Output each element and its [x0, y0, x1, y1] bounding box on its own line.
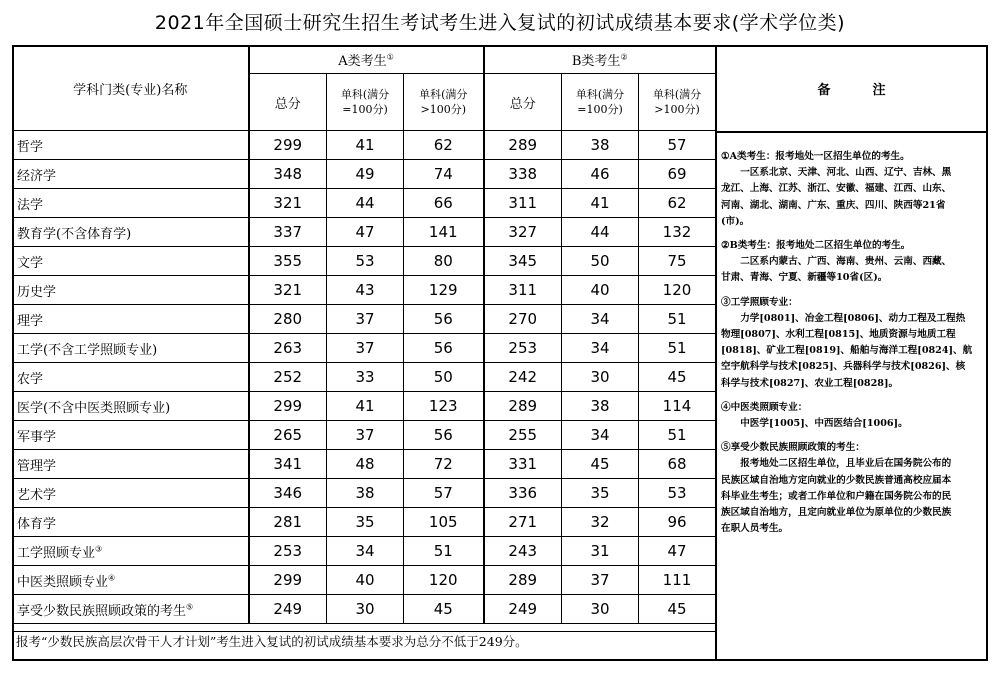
subject-name	[13, 450, 249, 479]
b-total-score: 338	[484, 160, 562, 189]
remark-line: 一区系北京、天津、河北、山西、辽宁、吉林、黑	[740, 167, 952, 179]
table-row	[13, 392, 716, 421]
remark-line: 二区系内蒙古、广西、海南、贵州、云南、西藏、	[740, 256, 952, 268]
a-total-score: 341	[249, 450, 327, 479]
a-total-score: 253	[249, 537, 327, 566]
b-total-score: 331	[484, 450, 562, 479]
a-single-eq100-score: 37	[327, 421, 404, 450]
b-single-gt100-score: 68	[639, 450, 716, 479]
b-total-score: 336	[484, 479, 562, 508]
b-single-eq-header	[562, 74, 639, 131]
a-total-score: 249	[249, 595, 327, 624]
b-single-eq100-score: 34	[562, 334, 639, 363]
b-single-eq100-score: 46	[562, 160, 639, 189]
a-single-gt-header	[404, 74, 484, 131]
remark-line: 力学[0801]、冶金工程[0806]、动力工程及工程热	[740, 312, 966, 324]
b-single-eq-line1: 单科(满分	[575, 88, 625, 101]
b-single-eq-line2: =100分)	[577, 103, 623, 116]
b-single-gt100-score: 114	[639, 392, 716, 421]
subject-name-text: 农学	[17, 371, 44, 387]
table-row	[13, 189, 716, 218]
b-total-score: 311	[484, 276, 562, 305]
a-total-score: 348	[249, 160, 327, 189]
subject-name-text: 艺术学	[17, 487, 57, 503]
b-total-score: 289	[484, 566, 562, 595]
subject-name	[13, 305, 249, 334]
a-single-eq-line2: =100分)	[342, 103, 388, 116]
a-single-gt100-score: 123	[404, 392, 484, 421]
table-row	[13, 247, 716, 276]
a-single-eq100-score: 35	[327, 508, 404, 537]
b-single-gt-header	[639, 74, 716, 131]
group-a-label: A类考生	[338, 54, 387, 69]
b-single-gt100-score: 69	[639, 160, 716, 189]
table-row	[13, 363, 716, 392]
subject-note-marker: ③	[95, 544, 103, 554]
a-single-eq100-score: 37	[327, 334, 404, 363]
group-b-note: ②	[620, 52, 628, 62]
table-row	[13, 595, 716, 624]
a-single-gt100-score: 129	[404, 276, 484, 305]
b-single-eq100-score: 30	[562, 363, 639, 392]
a-total-score: 263	[249, 334, 327, 363]
remark-line: 在职人员考生。	[721, 523, 789, 535]
subject-note-marker: ④	[108, 573, 116, 583]
b-single-gt100-score: 96	[639, 508, 716, 537]
subject-name-text: 体育学	[17, 516, 57, 532]
remark-line: 河南、湖北、湖南、广东、重庆、四川、陕西等21省	[721, 199, 946, 211]
b-single-eq100-score: 32	[562, 508, 639, 537]
a-single-gt100-score: 45	[404, 595, 484, 624]
remarks-header-char1: 备	[817, 82, 833, 98]
b-single-gt-line1: 单科(满分	[652, 88, 702, 101]
subject-name-text: 文学	[17, 255, 44, 271]
b-total-score: 242	[484, 363, 562, 392]
remark-note	[721, 149, 984, 230]
b-total-score: 253	[484, 334, 562, 363]
b-single-gt100-score: 53	[639, 479, 716, 508]
b-total-score: 243	[484, 537, 562, 566]
b-total-score: 271	[484, 508, 562, 537]
a-single-eq-line1: 单科(满分	[340, 88, 390, 101]
remark-heading: ④中医类照顾专业：	[721, 401, 808, 413]
table-row	[13, 131, 716, 160]
b-single-gt100-score: 51	[639, 334, 716, 363]
remarks-header-char2: 注	[872, 82, 888, 98]
a-total-score: 299	[249, 392, 327, 421]
b-total-score: 270	[484, 305, 562, 334]
score-table	[12, 45, 716, 624]
remark-heading: ②B类考生：报考地处二区招生单位的考生。	[721, 240, 911, 252]
a-total-score: 299	[249, 566, 327, 595]
a-total-score: 337	[249, 218, 327, 247]
subject-name	[13, 276, 249, 305]
table-row	[13, 508, 716, 537]
subject-name-text: 中医类照顾专业	[17, 574, 109, 590]
remark-note	[721, 440, 984, 537]
subject-name-text: 经济学	[17, 168, 57, 184]
subject-name-text: 医学(不含中医类照顾专业)	[17, 400, 171, 416]
table-row	[13, 305, 716, 334]
table-row	[13, 566, 716, 595]
a-total-score: 252	[249, 363, 327, 392]
score-rows	[13, 131, 716, 624]
b-single-gt100-score: 75	[639, 247, 716, 276]
subject-name	[13, 566, 249, 595]
a-total-score: 321	[249, 189, 327, 218]
b-total-score: 289	[484, 131, 562, 160]
b-total-score: 255	[484, 421, 562, 450]
a-total-score: 346	[249, 479, 327, 508]
header-row-groups	[13, 46, 716, 74]
table-row	[13, 160, 716, 189]
b-single-eq100-score: 38	[562, 131, 639, 160]
a-single-eq100-score: 38	[327, 479, 404, 508]
a-single-eq100-score: 44	[327, 189, 404, 218]
b-single-eq100-score: 31	[562, 537, 639, 566]
subject-name-text: 教育学(不含体育学)	[17, 226, 132, 242]
b-single-gt100-score: 47	[639, 537, 716, 566]
a-single-gt100-score: 141	[404, 218, 484, 247]
subject-name	[13, 479, 249, 508]
subject-name	[13, 247, 249, 276]
a-single-gt100-score: 56	[404, 421, 484, 450]
remark-line: 空宇航科学与技术[0825]、兵器科学与技术[0826]、核	[721, 361, 966, 373]
remark-note	[721, 400, 984, 432]
subject-name	[13, 392, 249, 421]
table-row	[13, 537, 716, 566]
a-single-gt100-score: 56	[404, 334, 484, 363]
b-single-eq100-score: 50	[562, 247, 639, 276]
remark-line: 甘肃、青海、宁夏、新疆等10省(区)。	[721, 272, 888, 284]
a-single-gt100-score: 50	[404, 363, 484, 392]
a-total-score: 299	[249, 131, 327, 160]
a-single-gt100-score: 72	[404, 450, 484, 479]
remarks-body	[715, 133, 988, 661]
a-single-gt100-score: 74	[404, 160, 484, 189]
b-single-eq100-score: 40	[562, 276, 639, 305]
table-row	[13, 421, 716, 450]
b-single-eq100-score: 35	[562, 479, 639, 508]
a-single-eq100-score: 41	[327, 131, 404, 160]
remark-line: 科学与技术[0827]、农业工程[0828]。	[721, 377, 899, 389]
subject-name-text: 历史学	[17, 284, 57, 300]
a-single-gt100-score: 66	[404, 189, 484, 218]
b-single-gt100-score: 120	[639, 276, 716, 305]
subject-name-text: 工学照顾专业	[17, 545, 96, 561]
remark-line: (市)。	[721, 215, 750, 227]
a-single-gt100-score: 105	[404, 508, 484, 537]
remark-line: 族区域自治地方，且定向就业单位为原单位的少数民族	[721, 507, 952, 519]
group-b-header	[484, 46, 716, 74]
subject-name	[13, 595, 249, 624]
subject-name-text: 管理学	[17, 458, 57, 474]
a-single-eq100-score: 49	[327, 160, 404, 189]
a-single-eq100-score: 41	[327, 392, 404, 421]
b-single-gt100-score: 132	[639, 218, 716, 247]
b-total-score: 249	[484, 595, 562, 624]
b-total-score: 327	[484, 218, 562, 247]
b-single-eq100-score: 38	[562, 392, 639, 421]
b-single-gt100-score: 45	[639, 363, 716, 392]
remark-line: [0818]、矿业工程[0819]、船舶与海洋工程[0824]、航	[721, 345, 973, 357]
b-single-eq100-score: 44	[562, 218, 639, 247]
remark-heading: ⑤享受少数民族照顾政策的考生：	[721, 442, 865, 454]
a-single-gt100-score: 120	[404, 566, 484, 595]
remark-heading: ③工学照顾专业：	[721, 296, 798, 308]
group-a-header	[249, 46, 484, 74]
remark-heading: ①A类考生：报考地处一区招生单位的考生。	[721, 151, 910, 162]
table-row	[13, 276, 716, 305]
a-single-gt100-score: 51	[404, 537, 484, 566]
a-single-eq100-score: 40	[327, 566, 404, 595]
page-title: 2021年全国硕士研究生招生考试考生进入复试的初试成绩基本要求(学术学位类)	[154, 12, 846, 34]
subject-column-header: 学科门类(专业)名称	[13, 46, 249, 131]
b-single-gt100-score: 62	[639, 189, 716, 218]
remarks-header	[715, 45, 988, 133]
remark-line: 民族区域自治地方定向就业的少数民族普通高校应届本	[721, 474, 952, 486]
b-single-eq100-score: 45	[562, 450, 639, 479]
subject-name	[13, 160, 249, 189]
a-single-eq100-score: 30	[327, 595, 404, 624]
subject-name	[13, 189, 249, 218]
b-single-eq100-score: 34	[562, 305, 639, 334]
table-row	[13, 334, 716, 363]
b-single-gt100-score: 51	[639, 421, 716, 450]
a-single-gt100-score: 57	[404, 479, 484, 508]
b-single-gt100-score: 57	[639, 131, 716, 160]
a-single-eq100-score: 47	[327, 218, 404, 247]
remark-line: 报考地处二区招生单位，且毕业后在国务院公布的	[740, 458, 952, 470]
a-total-score: 280	[249, 305, 327, 334]
b-single-gt-line2: >100分)	[654, 103, 700, 116]
b-total-score: 311	[484, 189, 562, 218]
table-row	[13, 450, 716, 479]
remark-line: 科毕业生考生；或者工作单位和户籍在国务院公布的民	[721, 490, 952, 502]
b-single-eq100-score: 41	[562, 189, 639, 218]
a-single-eq100-score: 53	[327, 247, 404, 276]
a-single-eq100-score: 33	[327, 363, 404, 392]
b-single-gt100-score: 111	[639, 566, 716, 595]
subject-name-text: 法学	[17, 197, 44, 213]
a-single-gt-line1: 单科(满分	[419, 88, 468, 101]
subject-name	[13, 421, 249, 450]
a-single-eq100-score: 48	[327, 450, 404, 479]
a-single-gt-line2: >100分)	[420, 103, 466, 116]
table-row	[13, 218, 716, 247]
subject-name	[13, 131, 249, 160]
remark-line: 物理[0807]、水利工程[0815]、地质资源与地质工程	[721, 329, 956, 341]
a-total-score: 265	[249, 421, 327, 450]
a-total-score: 321	[249, 276, 327, 305]
subject-name	[13, 218, 249, 247]
subject-name-text: 享受少数民族照顾政策的考生	[17, 603, 187, 619]
b-total-score: 345	[484, 247, 562, 276]
group-b-label: B类考生	[571, 54, 621, 69]
a-total-header: 总分	[249, 74, 327, 131]
a-single-eq100-score: 34	[327, 537, 404, 566]
subject-note-marker: ⑤	[186, 602, 194, 612]
b-single-eq100-score: 34	[562, 421, 639, 450]
remark-note	[721, 238, 984, 287]
a-single-eq100-score: 37	[327, 305, 404, 334]
subject-name-text: 哲学	[17, 139, 44, 155]
a-total-score: 281	[249, 508, 327, 537]
a-single-eq100-score: 43	[327, 276, 404, 305]
a-single-gt100-score: 56	[404, 305, 484, 334]
subject-name	[13, 537, 249, 566]
remark-line: 龙江、上海、江苏、浙江、安徽、福建、江西、山东、	[721, 183, 952, 195]
a-single-gt100-score: 80	[404, 247, 484, 276]
subject-name	[13, 334, 249, 363]
group-a-note: ①	[386, 52, 394, 62]
b-single-gt100-score: 51	[639, 305, 716, 334]
subject-name-text: 工学(不含工学照顾专业)	[17, 342, 158, 358]
subject-name-text: 军事学	[17, 429, 57, 445]
b-single-eq100-score: 30	[562, 595, 639, 624]
remark-note	[721, 295, 984, 392]
b-single-eq100-score: 37	[562, 566, 639, 595]
b-total-score: 289	[484, 392, 562, 421]
b-total-header: 总分	[484, 74, 562, 131]
remark-line: 中医学[1005]、中西医结合[1006]。	[740, 418, 908, 430]
table-row	[13, 479, 716, 508]
subject-name-text: 理学	[17, 313, 44, 329]
footnote: 报考“少数民族高层次骨干人才计划”考生进入复试的初试成绩基本要求为总分不低于249分。	[16, 634, 528, 649]
subject-name	[13, 508, 249, 537]
subject-name	[13, 363, 249, 392]
a-single-eq-header	[327, 74, 404, 131]
a-single-gt100-score: 62	[404, 131, 484, 160]
b-single-gt100-score: 45	[639, 595, 716, 624]
a-total-score: 355	[249, 247, 327, 276]
